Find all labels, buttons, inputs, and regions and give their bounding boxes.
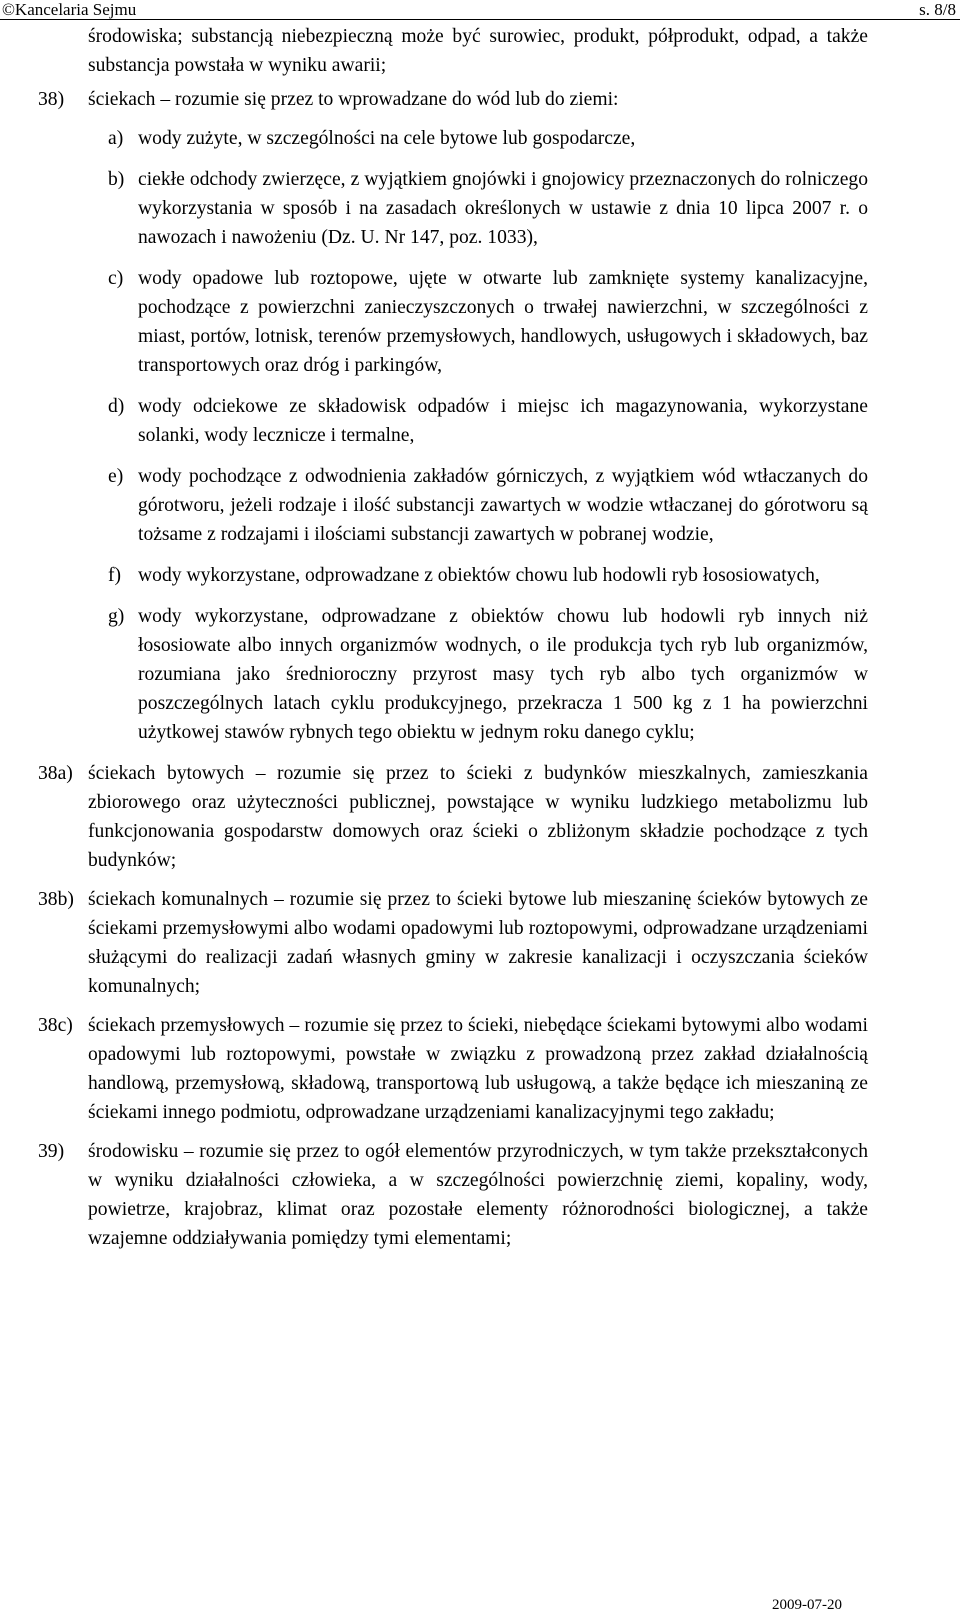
item-number: 38b) <box>38 889 74 910</box>
sub-item-letter: e) <box>108 466 124 487</box>
item-number: 38a) <box>38 763 73 784</box>
list-item <box>108 561 868 590</box>
list-item <box>108 392 868 450</box>
sub-item-text: wody opadowe lub roztopowe, ujęte w otwarte lub zamknięte systemy kanalizacyjne, pochodzące z powierzchni zanieczyszczonych o trwałej nawierzchni, w szczególności z miast, portów, lotnisk, terenów przemysłowych, handlowych, usługowych i składowych, baz transportowych oraz dróg i parkingów, <box>138 268 868 376</box>
item-number: 38) <box>38 89 65 110</box>
list-item <box>108 602 868 747</box>
definition-38a <box>38 759 868 875</box>
sub-item-letter: f) <box>108 565 122 586</box>
list-item <box>108 462 868 549</box>
item-text: ściekach bytowych – rozumie się przez to ścieki z budynków mieszkalnych, zamieszkania zbiorowego oraz użyteczności publicznej, powstające w wyniku ludzkiego metabolizmu lub funkcjonowania gospodarstw domowych oraz ścieki o zbliżonym składzie pochodzące z tych budynków; <box>88 763 868 871</box>
sub-item-text: wody wykorzystane, odprowadzane z obiektów chowu lub hodowli ryb innych niż łososiowate albo innych organizmów wodnych, o ile produkcja tych ryb lub organizmów, rozumiana jako średnioroczny przyrost masy tych ryb albo tych organizmów w poszczególnych latach cyklu produkcyjnego, przekracza 1 500 kg z 1 ha powierzchni użytkowej stawów rybnych tego obiektu w jednym roku danego cyklu; <box>138 606 868 743</box>
definition-38-sublist <box>108 124 868 747</box>
item-text: ściekach przemysłowych – rozumie się przez to ścieki, niebędące ściekami bytowymi albo wodami opadowymi lub roztopowymi, powstałe w związku z prowadzoną przez zakład działalnością handlową, przemysłową, składową, transportową lub usługową, a także będące ich mieszaniną ze ściekami innego podmiotu, odprowadzane urządzeniami kanalizacyjnymi tego zakładu; <box>88 1015 868 1123</box>
item-number: 38c) <box>38 1015 73 1036</box>
sub-item-text: wody odciekowe ze składowisk odpadów i miejsc ich magazynowania, wykorzystane solanki, wody lecznicze i termalne, <box>138 396 868 446</box>
definition-38c <box>38 1011 868 1127</box>
list-item <box>108 264 868 380</box>
item-text: ściekach – rozumie się przez to wprowadzane do wód lub do ziemi: <box>88 89 619 110</box>
definition-38b <box>38 885 868 1001</box>
document-date: 2009-07-20 <box>772 1597 842 1613</box>
definition-39 <box>38 1137 868 1253</box>
sub-item-letter: g) <box>108 606 125 627</box>
sub-item-text: ciekłe odchody zwierzęce, z wyjątkiem gnojówki i gnojowicy przeznaczonych do rolniczego wykorzystania w sposób i na zasadach określonych w ustawie z dnia 10 lipca 2007 r. o nawozach i nawożeniu (Dz. U. Nr 147, poz. 1033), <box>138 169 868 248</box>
list-item <box>108 124 868 153</box>
item-text: środowisku – rozumie się przez to ogół elementów przyrodniczych, w tym także przekształconych w wyniku działalności człowieka, a w szczególności powierzchnię ziemi, kopaliny, wody, powietrze, krajobraz, klimat oraz pozostałe elementy różnorodności biologicznej, a także wzajemne oddziaływania pomiędzy tymi elementami; <box>88 1141 868 1249</box>
sub-item-letter: b) <box>108 169 125 190</box>
sub-item-letter: d) <box>108 396 125 417</box>
page-number: s. 8/8 <box>919 0 956 19</box>
publisher-label: ©Kancelaria Sejmu <box>2 0 137 19</box>
item-text: ściekach komunalnych – rozumie się przez to ścieki bytowe lub mieszaninę ścieków bytowych ze ściekami przemysłowymi albo wodami opadowymi lub roztopowymi, odprowadzane urządzeniami służącymi do realizacji zadań własnych gminy w zakresie kanalizacji i oczyszczania ścieków komunalnych; <box>88 889 868 997</box>
item-number: 39) <box>38 1141 65 1162</box>
lead-paragraph: środowiska; substancją niebezpieczną może być surowiec, produkt, półprodukt, odpad, a także substancja powstała w wyniku awarii; <box>88 26 868 76</box>
sub-item-letter: c) <box>108 268 124 289</box>
document-body <box>38 22 868 1263</box>
sub-item-text: wody wykorzystane, odprowadzane z obiektów chowu lub hodowli ryb łososiowatych, <box>138 565 820 586</box>
page-header <box>0 0 960 22</box>
header-rule <box>0 19 960 20</box>
definition-38 <box>38 85 868 114</box>
list-item <box>108 165 868 252</box>
sub-item-text: wody zużyte, w szczególności na cele bytowe lub gospodarcze, <box>138 128 636 149</box>
sub-item-letter: a) <box>108 128 124 149</box>
sub-item-text: wody pochodzące z odwodnienia zakładów górniczych, z wyjątkiem wód wtłaczanych do górotworu, jeżeli rodzaje i ilość substancji zawartych w wodzie wtłaczanej do górotworu są tożsame z rodzajami i ilościami substancji zawartych w pobranej wodzie, <box>138 466 868 545</box>
